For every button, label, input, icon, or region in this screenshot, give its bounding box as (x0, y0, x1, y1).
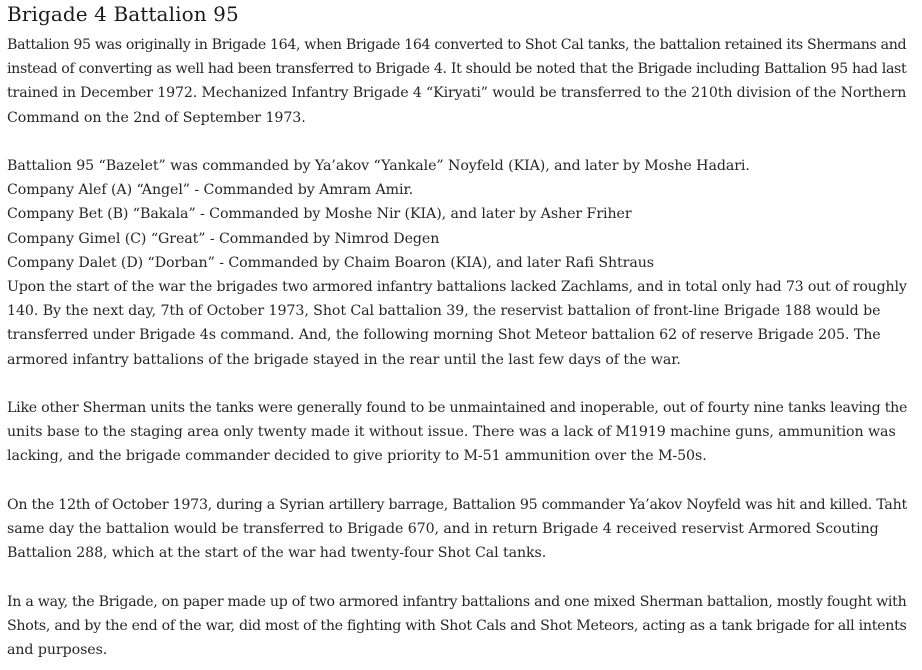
text-line: instead of converting as well had been transferred to Brigade 4. It should be noted that the Brigade including Battalion 95 had last (7, 61, 907, 78)
paragraph-history (7, 33, 908, 130)
paragraph-command (7, 154, 908, 372)
text-line: Command on the 2nd of September 1973. (7, 109, 306, 126)
text-line: Battalion 95 was originally in Brigade 164, when Brigade 164 converted to Shot Cal tanks, the battalion retained its Shermans and (7, 37, 907, 53)
paragraph-spacer (7, 469, 908, 493)
text-line: Upon the start of the war the brigades two armored infantry battalions lacked Zachlams, and in total only had 73 out of roughly (7, 279, 907, 296)
paragraph-summary (7, 590, 908, 663)
paragraph-spacer (7, 565, 908, 589)
paragraph-condition (7, 396, 908, 469)
text-line: 140. By the next day, 7th of October 1973, Shot Cal battalion 39, the reservist battalion of front-line Brigade 188 would be (7, 303, 881, 320)
text-line: Shots, and by the end of the war, did most of the fighting with Shot Cals and Shot Meteors, acting as a tank brigade for all intents (7, 617, 907, 634)
text-line: trained in December 1972. Mechanized Infantry Brigade 4 “Kiryati” would be transferred to the 210th division of the Northern (7, 85, 907, 102)
text-line: armored infantry battalions of the brigade stayed in the rear until the last few days of the war. (7, 351, 681, 368)
text-line: lacking, and the brigade commander decided to give priority to M-51 ammunition over the M-50s. (7, 448, 707, 465)
text-line: Company Bet (B) “Bakala” - Commanded by Moshe Nir (KIA), and later by Asher Friher (7, 206, 632, 223)
text-line: units base to the staging area only twenty made it without issue. There was a lack of M1919 machine guns, ammunition was (7, 424, 896, 441)
text-line: Battalion 95 “Bazelet” was commanded by Ya’akov “Yankale” Noyfeld (KIA), and later by Moshe Hadari. (7, 158, 750, 174)
paragraph-spacer (7, 372, 908, 396)
text-line: Company Dalet (D) “Dorban” - Commanded by Chaim Boaron (KIA), and later Rafi Shtraus (7, 254, 654, 271)
text-line: In a way, the Brigade, on paper made up of two armored infantry battalions and one mixed Sherman battalion, mostly fought with (7, 593, 907, 610)
paragraph-spacer (7, 130, 908, 154)
text-line: and purposes. (7, 642, 108, 659)
text-line: transferred under Brigade 4s command. And, the following morning Shot Meteor battalion 62 of reserve Brigade 205. The (7, 327, 881, 344)
text-line: Company Gimel (C) “Great” - Commanded by Nimrod Degen (7, 230, 440, 247)
text-line: Battalion 288, which at the start of the war had twenty-four Shot Cal tanks. (7, 545, 547, 562)
text-line: On the 12th of October 1973, during a Syrian artillery barrage, Battalion 95 commander Ya’akov Noyfeld was hit and killed. Taht (7, 496, 907, 513)
paragraph-transfer (7, 493, 908, 566)
page-title: Brigade 4 Battalion 95 (7, 2, 239, 26)
text-line: Company Alef (A) “Angel” - Commanded by Amram Amir. (7, 182, 414, 199)
text-line: same day the battalion would be transferred to Brigade 670, and in return Brigade 4 received reservist Armored Scouting (7, 521, 879, 538)
article (0, 1, 922, 662)
text-line: Like other Sherman units the tanks were generally found to be unmaintained and inoperable, out of fourty nine tanks leaving the (7, 400, 908, 417)
